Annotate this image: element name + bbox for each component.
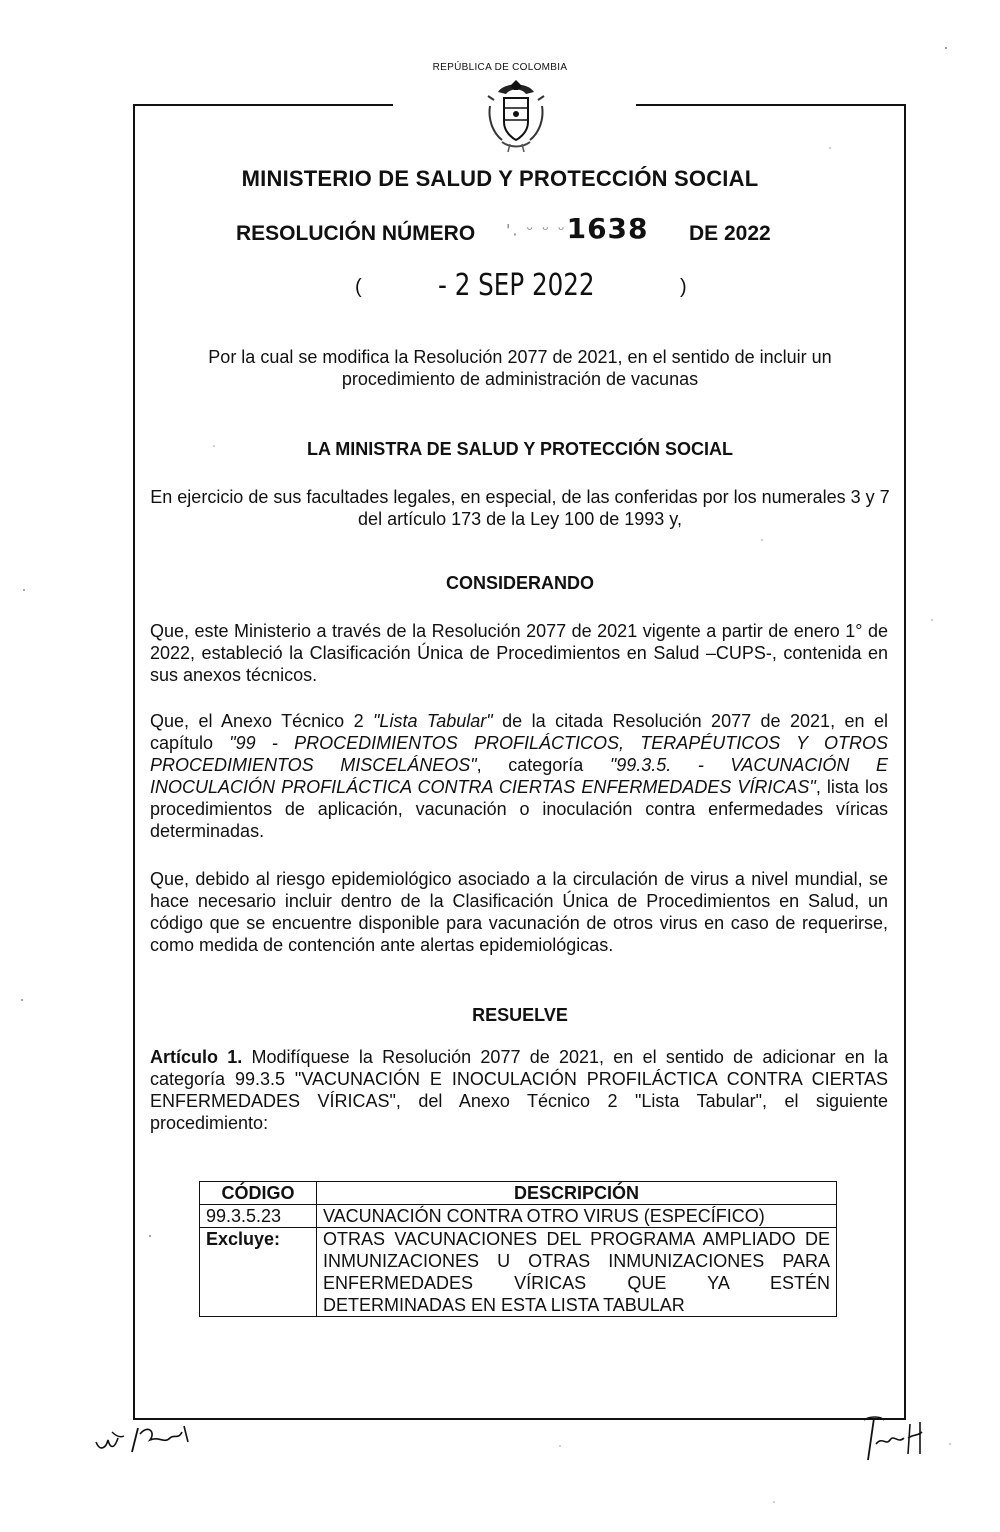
table-cell-description: OTRAS VACUNACIONES DEL PROGRAMA AMPLIADO DE INMUNIZACIONES U OTRAS INMUNIZACIONES PARA ENFERMEDADES VÍRICAS QUE YA ESTÉN DETERMINADAS EN ESTA LISTA TABULAR — [317, 1228, 837, 1317]
table-header-description: DESCRIPCIÓN — [317, 1182, 837, 1205]
p2-part-a: Que, el Anexo Técnico 2 — [150, 711, 374, 731]
resolution-year: DE 2022 — [689, 222, 771, 245]
table-row — [200, 1205, 837, 1228]
table-cell-code: 99.3.5.23 — [200, 1205, 317, 1228]
frame-left-line — [133, 104, 135, 1420]
frame-top-right-line — [636, 104, 906, 106]
p2-part-d: "99 - PROCEDIMIENTOS PROFILÁCTICOS, TERAPÉUTICOS Y OTROS PROCEDIMIENTOS MISCELÁNEOS" — [150, 733, 889, 775]
p2-part-g: , lista los procedimientos de aplicación, vacunación o inoculación contra enfermedades víricas determinadas. — [150, 777, 888, 841]
resolution-purpose: Por la cual se modifica la Resolución 2077 de 2021, en el sentido de incluir un procedimiento de administración de vacunas — [208, 347, 832, 389]
table-cell-description: VACUNACIÓN CONTRA OTRO VIRUS (ESPECÍFICO) — [317, 1205, 837, 1228]
article-1-text: Modifíquese la Resolución 2077 de 2021, en el sentido de adicionar en la categoría 99.3.5 "VACUNACIÓN E INOCULACIÓN PROFILÁCTICA CONTRA CIERTAS ENFERMEDADES VÍRICAS", del Anexo Técnico 2 "Lista Tabular", el siguiente procedimiento: — [150, 1047, 889, 1133]
resolution-number-faint: '. ᵕ ᵕ ᵕ — [506, 220, 567, 240]
legal-powers: En ejercicio de sus facultades legales, en especial, de las conferidas por los numerales 3 y 7 del artículo 173 de la Ley 100 de 1993 y, — [150, 487, 890, 529]
date-paren-open: ( — [355, 276, 362, 298]
table-header-row — [200, 1182, 837, 1205]
procedure-table — [199, 1181, 837, 1317]
p2-part-e: , categoría — [476, 755, 610, 775]
country-label: REPÚBLICA DE COLOMBIA — [432, 62, 568, 73]
initials-signature-icon — [90, 1418, 200, 1458]
considerando-paragraph-3: Que, debido al riesgo epidemiológico asociado a la circulación de virus a nivel mundial, se hace necesario incluir dentro de la Clasificación Única de Procedimientos en Salud, un código que se encuentre disponible para vacunación de otros virus en caso de requerirse, como medida de contención ante alertas epidemiológicas. — [150, 869, 888, 955]
resuelve-heading: RESUELVE — [472, 1005, 568, 1025]
issuer-title: LA MINISTRA DE SALUD Y PROTECCIÓN SOCIAL — [306, 439, 734, 459]
table-cell-code: Excluye: — [200, 1228, 317, 1317]
article-1-label: Artículo 1. — [150, 1047, 243, 1067]
date-paren-close: ) — [680, 276, 687, 298]
frame-top-left-line — [133, 104, 393, 106]
considerando-heading: CONSIDERANDO — [445, 573, 594, 593]
considerando-paragraph-2 — [150, 710, 888, 842]
table-row — [200, 1228, 837, 1317]
article-1 — [150, 1046, 888, 1134]
resolution-number-value: 1638 — [566, 212, 649, 245]
resolution-label: RESOLUCIÓN NÚMERO — [236, 222, 476, 245]
ministry-title: MINISTERIO DE SALUD Y PROTECCIÓN SOCIAL — [241, 166, 759, 191]
initials-signature-icon — [850, 1414, 930, 1464]
frame-bottom-line — [133, 1418, 906, 1420]
frame-right-line — [904, 104, 906, 1420]
date-stamp: - 2 SEP 2022 — [438, 268, 595, 303]
p2-part-c: de la citada Resolución 2077 de 2021, en el capítulo — [150, 711, 889, 753]
considerando-paragraph-1: Que, este Ministerio a través de la Resolución 2077 de 2021 vigente a partir de enero 1° de 2022, estableció la Clasificación Única de Procedimientos en Salud –CUPS-, contenida en sus anexos técnicos. — [150, 621, 888, 685]
p2-part-f: "99.3.5. - VACUNACIÓN E INOCULACIÓN PROFILÁCTICA CONTRA CIERTAS ENFERMEDADES VÍRICAS" — [150, 755, 888, 797]
p2-part-b: "Lista Tabular" — [373, 711, 493, 731]
resolution-number — [506, 212, 649, 245]
colombia-coat-of-arms-icon — [480, 78, 552, 154]
table-header-code: CÓDIGO — [200, 1182, 317, 1205]
